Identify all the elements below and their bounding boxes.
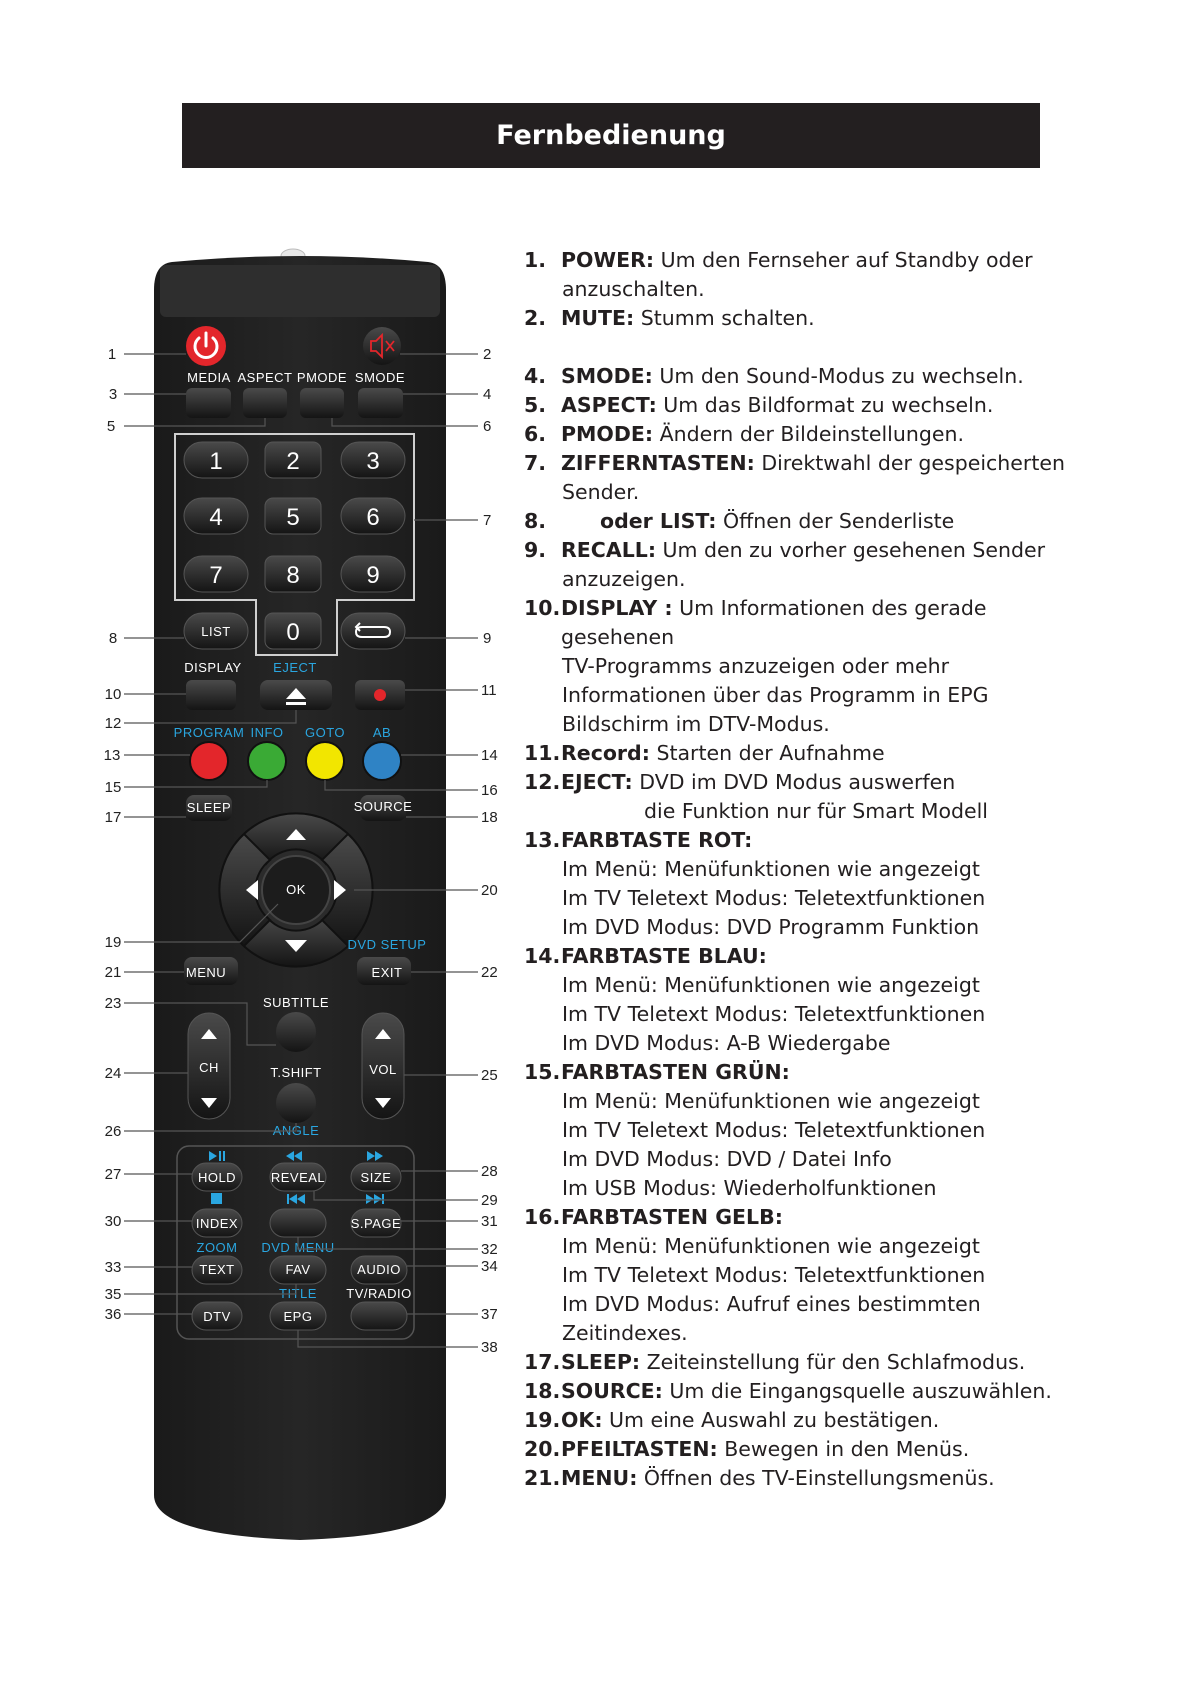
callout-6: 6 [483, 418, 492, 435]
list-item: 11. Record: Starten der Aufnahme [524, 741, 885, 765]
index-label: INDEX [195, 1216, 239, 1231]
aspect-label: ASPECT [237, 370, 293, 385]
list-item-continuation: Im DVD Modus: DVD Programm Funktion [562, 915, 980, 939]
vol-label: VOL [369, 1062, 397, 1077]
list-item: 13. FARBTASTE ROT: [524, 828, 753, 852]
media-button[interactable] [186, 388, 231, 418]
list-item: 6. PMODE: Ändern der Bildeinstellungen. [524, 422, 964, 446]
callout-8: 8 [108, 630, 118, 647]
sleep-label: SLEEP [186, 800, 232, 815]
digit-5-label: 5 [286, 504, 300, 531]
digit-0-label: 0 [286, 619, 300, 646]
callout-15: 15 [104, 779, 122, 796]
list-item: 4. SMODE: Um den Sound-Modus zu wechseln. [524, 364, 1024, 388]
callout-29: 29 [481, 1192, 498, 1209]
display-button[interactable] [186, 680, 236, 710]
list-item: 18. SOURCE: Um die Eingangsquelle auszuwählen. [524, 1379, 1052, 1403]
list-item: 1. POWER: Um den Fernseher auf Standby oder [524, 248, 1033, 272]
size-label: SIZE [360, 1170, 392, 1185]
goto-label: GOTO [304, 725, 346, 740]
list-item: 15. FARBTASTEN GRÜN: [524, 1060, 790, 1084]
callout-37: 37 [481, 1306, 498, 1323]
list-item-continuation: Informationen über das Programm in EPG [562, 683, 989, 707]
list-item: 5. ASPECT: Um das Bildformat zu wechseln. [524, 393, 994, 417]
smode-button[interactable] [358, 388, 403, 418]
callout-30: 30 [104, 1213, 122, 1230]
hold-label: HOLD [197, 1170, 237, 1185]
callout-11: 11 [481, 682, 497, 699]
page-title: Fernbedienung [496, 120, 726, 151]
callout-14: 14 [481, 747, 498, 764]
callout-23: 23 [104, 995, 122, 1012]
list-item: 20. PFEILTASTEN: Bewegen in den Menüs. [524, 1437, 970, 1461]
list-item: 14. FARBTASTE BLAU: [524, 944, 767, 968]
list-item-continuation: Im TV Teletext Modus: Teletextfunktionen [562, 1002, 986, 1026]
callout-10: 10 [104, 686, 122, 703]
ch-label: CH [199, 1060, 219, 1075]
list-item-continuation: Im USB Modus: Wiederholfunktionen [562, 1176, 937, 1200]
list-item-continuation: Im Menü: Menüfunktionen wie angezeigt [562, 1234, 980, 1258]
digit-3-label: 3 [366, 448, 380, 475]
list-item: 21. MENU: Öffnen des TV-Einstellungsmenüs. [524, 1466, 995, 1490]
callout-9: 9 [483, 630, 492, 647]
ab-label: AB [372, 725, 392, 740]
callout-1: 1 [107, 346, 117, 363]
pmode-label: PMODE [296, 370, 348, 385]
callout-31: 31 [481, 1213, 498, 1230]
title-label: TITLE [279, 1286, 317, 1301]
callout-34: 34 [481, 1258, 498, 1275]
dvd-menu-label: DVD MENU [261, 1240, 335, 1255]
reveal-label: REVEAL [270, 1170, 326, 1185]
recall-button[interactable] [341, 613, 405, 649]
list-item: 2. MUTE: Stumm schalten. [524, 306, 815, 330]
epg-label: EPG [283, 1309, 313, 1324]
callout-7: 7 [483, 512, 492, 529]
list-item: 16. FARBTASTEN GELB: [524, 1205, 783, 1229]
spage-label: S.PAGE [350, 1216, 402, 1231]
pmode-button[interactable] [300, 388, 344, 418]
media-label: MEDIA [187, 370, 231, 385]
record-icon [374, 689, 386, 701]
program-label: PROGRAM [173, 725, 245, 740]
subtitle-button[interactable] [276, 1012, 316, 1052]
list-item: 12. EJECT: DVD im DVD Modus auswerfen [524, 770, 956, 794]
callout-2: 2 [483, 346, 492, 363]
smode-label: SMODE [354, 370, 406, 385]
menu-label: MENU [185, 965, 227, 980]
green-button[interactable] [248, 742, 286, 780]
zoom-label: ZOOM [196, 1240, 238, 1255]
page-title-bar [182, 103, 1040, 168]
list-item-continuation: Im Menü: Menüfunktionen wie angezeigt [562, 973, 980, 997]
exit-label: EXIT [371, 965, 403, 980]
callout-19: 19 [104, 934, 122, 951]
tvradio-button[interactable] [351, 1302, 407, 1330]
list-item-continuation: Bildschirm im DTV-Modus. [562, 712, 830, 736]
callout-32: 32 [481, 1241, 498, 1258]
list-item-continuation: anzuzeigen. [562, 567, 686, 591]
list-item: 10. DISPLAY : Um Informationen des gerade gesehenen [524, 596, 987, 649]
digit-6-label: 6 [366, 504, 380, 531]
list-label: LIST [201, 624, 231, 639]
button-description-list [524, 246, 1084, 1493]
digit-7-label: 7 [209, 562, 223, 589]
stop-icon [211, 1193, 222, 1204]
tshift-label: T.SHIFT [270, 1065, 322, 1080]
list-item: 19. OK: Um eine Auswahl zu bestätigen. [524, 1408, 940, 1432]
callout-5: 5 [106, 418, 116, 435]
list-item-continuation: Im Menü: Menüfunktionen wie angezeigt [562, 857, 980, 881]
dvd-setup-label: DVD SETUP [347, 937, 427, 952]
smart-model-note: die Funktion nur für Smart Modell [644, 799, 989, 823]
tshift-button[interactable] [276, 1083, 316, 1123]
subtitle-label: SUBTITLE [262, 995, 330, 1010]
text-label: TEXT [199, 1262, 235, 1277]
aspect-button[interactable] [243, 388, 287, 418]
list-item-continuation: Sender. [562, 480, 640, 504]
list-item: 7. ZIFFERNTASTEN: Direktwahl der gespeicherten [524, 451, 1065, 475]
digit-4-label: 4 [209, 504, 223, 531]
callout-35: 35 [104, 1286, 122, 1303]
yellow-button[interactable] [306, 742, 344, 780]
list-item: 9. RECALL: Um den zu vorher gesehenen Sender [524, 538, 1046, 562]
callout-12: 12 [104, 715, 122, 732]
list-item-continuation: Im DVD Modus: Aufruf eines bestimmten [562, 1292, 981, 1316]
list-item-continuation: Im Menü: Menüfunktionen wie angezeigt [562, 1089, 980, 1113]
info-label: INFO [250, 725, 284, 740]
callout-25: 25 [481, 1067, 498, 1084]
digit-1-label: 1 [209, 448, 223, 475]
list-item-continuation: Zeitindexes. [562, 1321, 688, 1345]
fav-label: FAV [285, 1262, 311, 1277]
dtv-label: DTV [203, 1309, 231, 1324]
list-item-continuation: anzuschalten. [562, 277, 705, 301]
callout-36: 36 [104, 1306, 122, 1323]
tvradio-label: TV/RADIO [346, 1286, 412, 1301]
callout-38: 38 [481, 1339, 498, 1356]
digit-9-label: 9 [366, 562, 380, 589]
callout-21: 21 [104, 964, 122, 981]
list-item-continuation: Im DVD Modus: A-B Wiedergabe [562, 1031, 891, 1055]
digit-2-label: 2 [286, 448, 300, 475]
digit-8-label: 8 [286, 562, 300, 589]
callout-20: 20 [481, 882, 498, 899]
angle-label: ANGLE [272, 1123, 320, 1138]
callout-28: 28 [481, 1163, 498, 1180]
callout-13: 13 [103, 747, 121, 764]
callout-16: 16 [481, 782, 498, 799]
list-item-continuation: Im TV Teletext Modus: Teletextfunktionen [562, 886, 986, 910]
callout-27: 27 [104, 1166, 122, 1183]
callout-24: 24 [104, 1065, 122, 1082]
list-item: 8. oder LIST: Öffnen der Senderliste [524, 509, 955, 533]
display-label: DISPLAY [184, 660, 242, 675]
list-item-continuation: TV-Programms anzuzeigen oder mehr [562, 654, 950, 678]
callout-3: 3 [108, 386, 118, 403]
list-item-continuation: Im TV Teletext Modus: Teletextfunktionen [562, 1263, 986, 1287]
source-label: SOURCE [353, 799, 413, 814]
blank-button[interactable] [270, 1209, 326, 1237]
remote-control-illustration [90, 245, 498, 1565]
callout-4: 4 [483, 386, 492, 403]
callout-17: 17 [104, 809, 122, 826]
callout-18: 18 [481, 809, 498, 826]
ok-label: OK [286, 882, 306, 897]
red-button[interactable] [190, 742, 228, 780]
list-item-continuation: Im DVD Modus: DVD / Datei Info [562, 1147, 892, 1171]
list-item: 17. SLEEP: Zeiteinstellung für den Schlafmodus. [524, 1350, 1026, 1374]
list-item-continuation: Im TV Teletext Modus: Teletextfunktionen [562, 1118, 986, 1142]
blue-button[interactable] [363, 742, 401, 780]
audio-label: AUDIO [357, 1262, 401, 1277]
eject-label: EJECT [273, 660, 317, 675]
callout-33: 33 [104, 1259, 122, 1276]
callout-26: 26 [104, 1123, 122, 1140]
callout-22: 22 [481, 964, 498, 981]
